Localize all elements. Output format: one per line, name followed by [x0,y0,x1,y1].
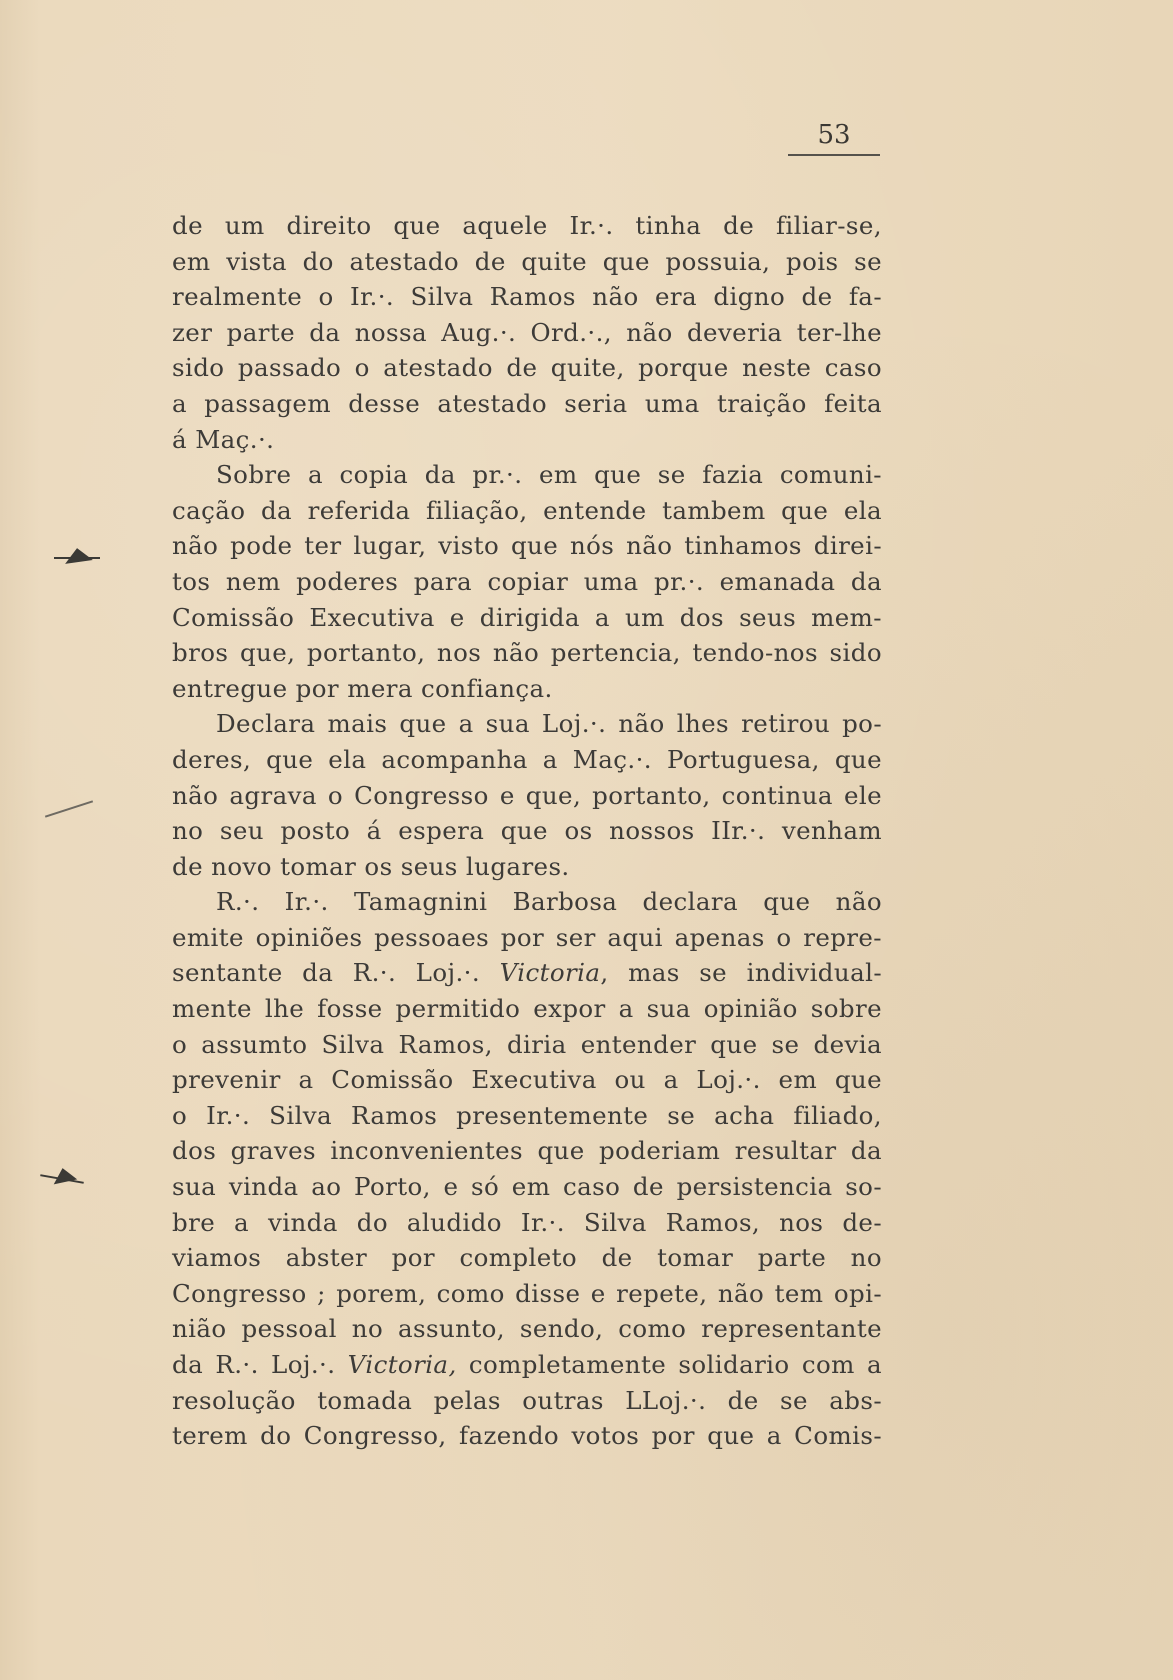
text-line [172,1347,882,1383]
paragraph [172,457,882,706]
text-line: nião pessoal no assunto, sendo, como representante [172,1314,882,1344]
page-number: 53 [817,120,851,150]
text-line: Sobre a copia da pr.·. em que se fazia comuni- [216,460,882,490]
text-line: o Ir.·. Silva Ramos presentemente se acha filiado, [172,1100,882,1130]
text-line: bros que, portanto, nos não pertencia, tendo-nos sido [172,638,882,668]
margin-ink-mark [54,557,100,559]
text-line: tos nem poderes para copiar uma pr.·. emanada da [172,566,882,596]
text-line: R.·. Ir.·. Tamagnini Barbosa declara que não [216,887,882,917]
text-line: em vista do atestado de quite que possuia, pois se [172,246,882,276]
text-line: no seu posto á espera que os nossos IIr.·. venham [172,816,882,846]
margin-ink-mark [63,546,93,564]
text-line: á Maç.·. [172,424,275,454]
text-line: zer parte da nossa Aug.·. Ord.·., não deveria ter-lhe [172,317,882,347]
text-line: cação da referida filiação, entende tambem que ela [172,495,882,525]
text-line: de novo tomar os seus lugares. [172,851,570,881]
lodge-name-italic: Victoria, [347,1350,457,1379]
text-line: sua vinda ao Porto, e só em caso de persistencia so- [172,1172,882,1202]
text-line: sido passado o atestado de quite, porque neste caso [172,353,882,383]
text-line: viamos abster por completo de tomar parte no [172,1243,882,1273]
text-line: emite opiniões pessoaes por ser aqui apenas o repre- [172,922,882,952]
text-line: o assumto Silva Ramos, diria entender que se devia [172,1029,882,1059]
text-line: de um direito que aquele Ir.·. tinha de filiar-se, [172,211,882,240]
text-fragment: completamente solidario com a [456,1350,882,1379]
text-fragment: , mas se individual- [600,958,882,988]
text-line: mente lhe fosse permitido expor a sua opinião sobre [172,994,882,1024]
text-line: dos graves inconvenientes que poderiam resultar da [172,1136,882,1166]
text-line: prevenir a Comissão Executiva ou a Loj.·. em que [172,1065,882,1095]
text-line: realmente o Ir.·. Silva Ramos não era digno de fa- [172,282,882,312]
paragraph [172,884,882,1454]
text-line: deres, que ela acompanha a Maç.·. Portuguesa, que [172,744,882,774]
margin-pencil-mark [45,800,93,817]
paragraph [172,706,882,884]
text-line: entregue por mera confiança. [172,673,553,703]
page-number-rule [788,154,880,156]
lodge-name-italic: Victoria [499,958,601,988]
paragraph [172,208,882,457]
body-text [172,208,882,1454]
text-fragment: sentante da R.·. Loj.·. [172,958,500,988]
text-line: resolução tomada pelas outras LLoj.·. de se abs- [172,1385,882,1415]
text-fragment: da R.·. Loj.·. [172,1350,348,1379]
text-line: não agrava o Congresso e que, portanto, continua ele [172,780,882,810]
text-line: Declara mais que a sua Loj.·. não lhes retirou po- [216,709,882,739]
text-line: terem do Congresso, fazendo votos por que a Comis- [172,1421,882,1451]
text-line: bre a vinda do aludido Ir.·. Silva Ramos, nos de- [172,1207,882,1237]
text-line: Congresso ; porem, como disse e repete, não tem opi- [172,1278,882,1308]
text-line: não pode ter lugar, visto que nós não tinhamos direi- [172,531,882,561]
text-line [172,955,882,991]
text-line: Comissão Executiva e dirigida a um dos seus mem- [172,602,882,632]
text-line: a passagem desse atestado seria uma traição feita [172,388,882,418]
